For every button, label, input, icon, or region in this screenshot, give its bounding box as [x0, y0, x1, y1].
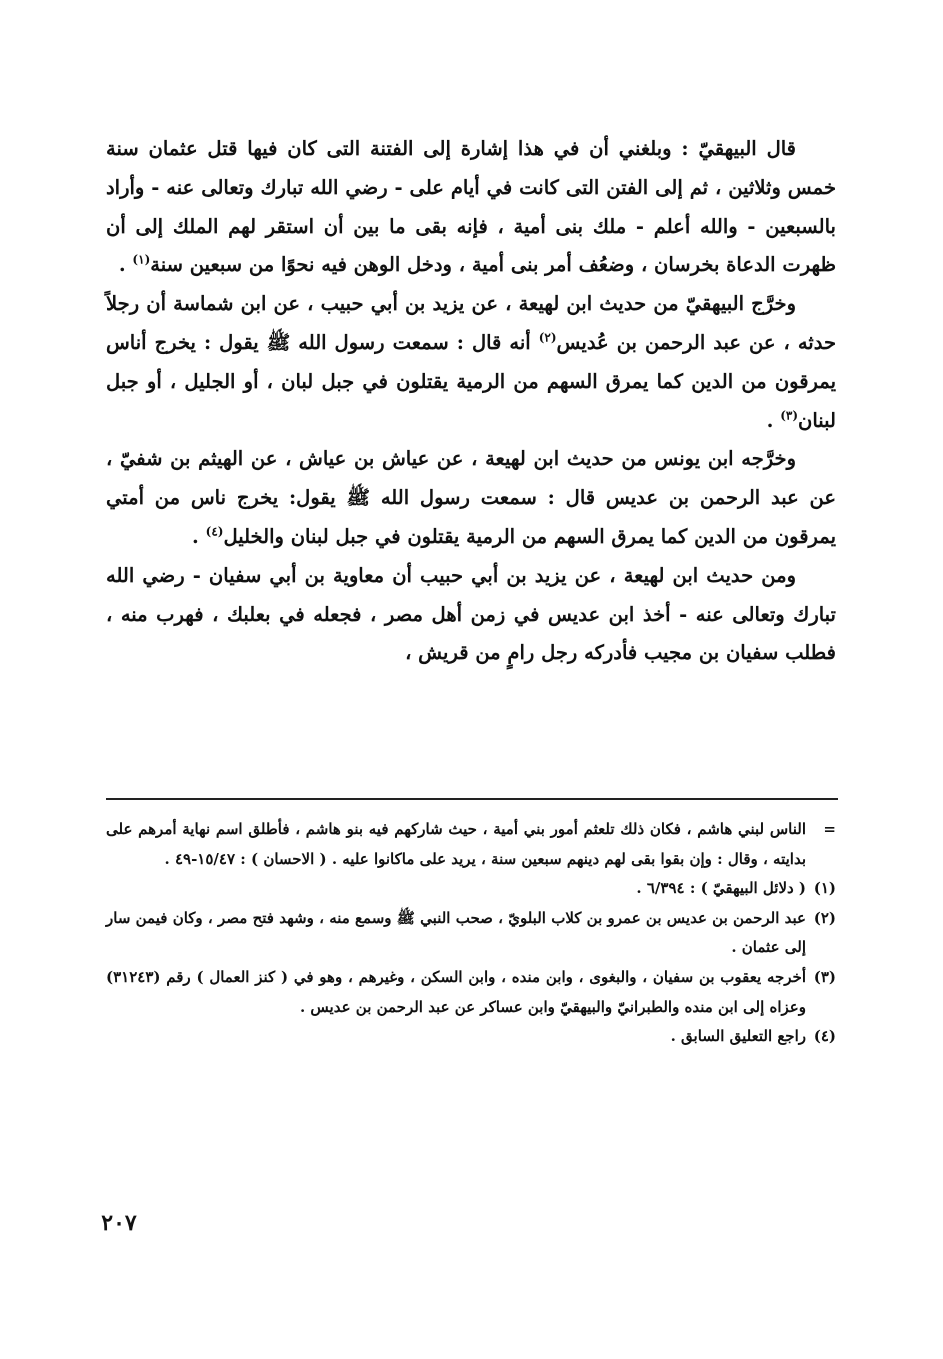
footnotes-section	[106, 815, 836, 1052]
footnote-2-mark: (٢)	[813, 908, 836, 927]
footnote-ref-1[interactable]: (١)	[132, 252, 151, 267]
footnote-ref-3[interactable]: (٣)	[780, 408, 799, 423]
paragraph-3	[106, 440, 836, 556]
paragraph-1-end: .	[118, 253, 133, 277]
footnote-4-text: راجع التعليق السابق .	[670, 1027, 806, 1046]
footnote-3	[106, 963, 836, 1022]
page-number: ٢٠٧	[101, 1210, 137, 1236]
paragraph-2	[106, 285, 836, 440]
paragraph-2-end: .	[766, 408, 781, 432]
paragraph-3-end: .	[192, 524, 206, 548]
footnote-1-mark: (١)	[813, 879, 836, 898]
paragraph-2-text-2: أنه قال : سمعت رسول الله ﷺ يقول : يخرج أناس يمرقون من الدين كما يمرق السهم من الرمية يقتلون في جبل لبان ، أو الجليل ، أو جبل لبنان	[106, 330, 836, 432]
footnote-2	[106, 904, 836, 963]
footnote-continued-text: الناس لبني هاشم ، فكان ذلك تلعثم أمور بني أمية ، حيث شاركهم فيه بنو هاشم ، فأطلق اسم نهاية أمرهم على بدايته ، وقال : وإن بقوا بقى لهم دينهم سبعين سنة ، يريد على ماكانوا عليه . ( الاحسان ) : ١٥/٤٧-٤٩ .	[106, 820, 806, 868]
footnote-2-text: عبد الرحمن بن عديس بن عمرو بن كلاب البلويّ ، صحب النبي ﷺ وسمع منه ، وشهد فتح مصر ، وكان فيمن سار إلى عثمان .	[106, 908, 806, 957]
footnote-4-mark: (٤)	[813, 1027, 836, 1046]
footnote-1	[106, 874, 836, 904]
paragraph-4	[106, 557, 836, 673]
main-body-text	[106, 130, 836, 673]
footnote-ref-4[interactable]: (٤)	[205, 524, 224, 539]
footnote-continued-mark: =	[823, 820, 836, 838]
paragraph-1-text: قال البيهقيّ : وبلغني أن في هذا إشارة إلى الفتنة التى كان فيها قتل عثمان سنة خمس وثلاثين ، ثم إلى الفتن التى كانت في أيام على - رضي الله تبارك وتعالى عنه - وأراد بالسبعين - والله أعلم - ملك بنى أمية ، فإنه بقى ما بين أن استقر لهم الملك إلى أن ظهرت الدعاة بخرسان ، وضعُف أمر بنى أمية ، ودخل الوهن فيه نحوًا من سبعين سنة	[106, 137, 836, 277]
paragraph-4-text: ومن حديث ابن لهيعة ، عن يزيد بن أبي حبيب أن معاوية بن أبي سفيان - رضي الله تبارك وتعالى عنه - أخذ ابن عديس في زمن أهل مصر ، فجعله في بعلبك ، فهرب منه ، فطلب سفيان بن مجيب فأدركه رجل رامٍ من قريش ،	[106, 563, 836, 665]
footnote-1-text: ( دلائل البيهقيّ ) : ٦/٣٩٤ .	[636, 879, 806, 898]
footnote-separator	[106, 798, 838, 800]
footnote-3-mark: (٣)	[813, 967, 836, 986]
paragraph-1	[106, 130, 836, 285]
footnote-4	[106, 1022, 836, 1052]
footnote-continued	[106, 815, 836, 874]
paragraph-3-text: وخرَّجه ابن يونس من حديث ابن لهيعة ، عن عياش بن عياش ، عن الهيثم بن شفيّ ، عن عبد الرحمن بن عديس قال : سمعت رسول الله ﷺ يقول: يخرج ناس من أمتي يمرقون من الدين كما يمرق السهم من الرمية يقتلون في جبل لبنان والخليل	[106, 447, 836, 548]
footnote-3-text: أخرجه يعقوب بن سفيان ، والبغوى ، وابن منده ، وابن السكن ، وغيرهم ، وهو في ( كنز العمال ) رقم (٣١٢٤٣) وعزاه إلى ابن منده والطبرانيّ والبيهقيّ وابن عساكر عن عبد الرحمن بن عديس .	[106, 967, 806, 1016]
footnote-ref-2[interactable]: (٢)	[538, 330, 557, 345]
paragraph-2-text-1: وخرَّج البيهقيّ من حديث ابن لهيعة ، عن يزيد بن أبي حبيب ، عن ابن شماسة أن رجلاً حدثه ، عن عبد الرحمن بن عُديس	[106, 292, 837, 354]
